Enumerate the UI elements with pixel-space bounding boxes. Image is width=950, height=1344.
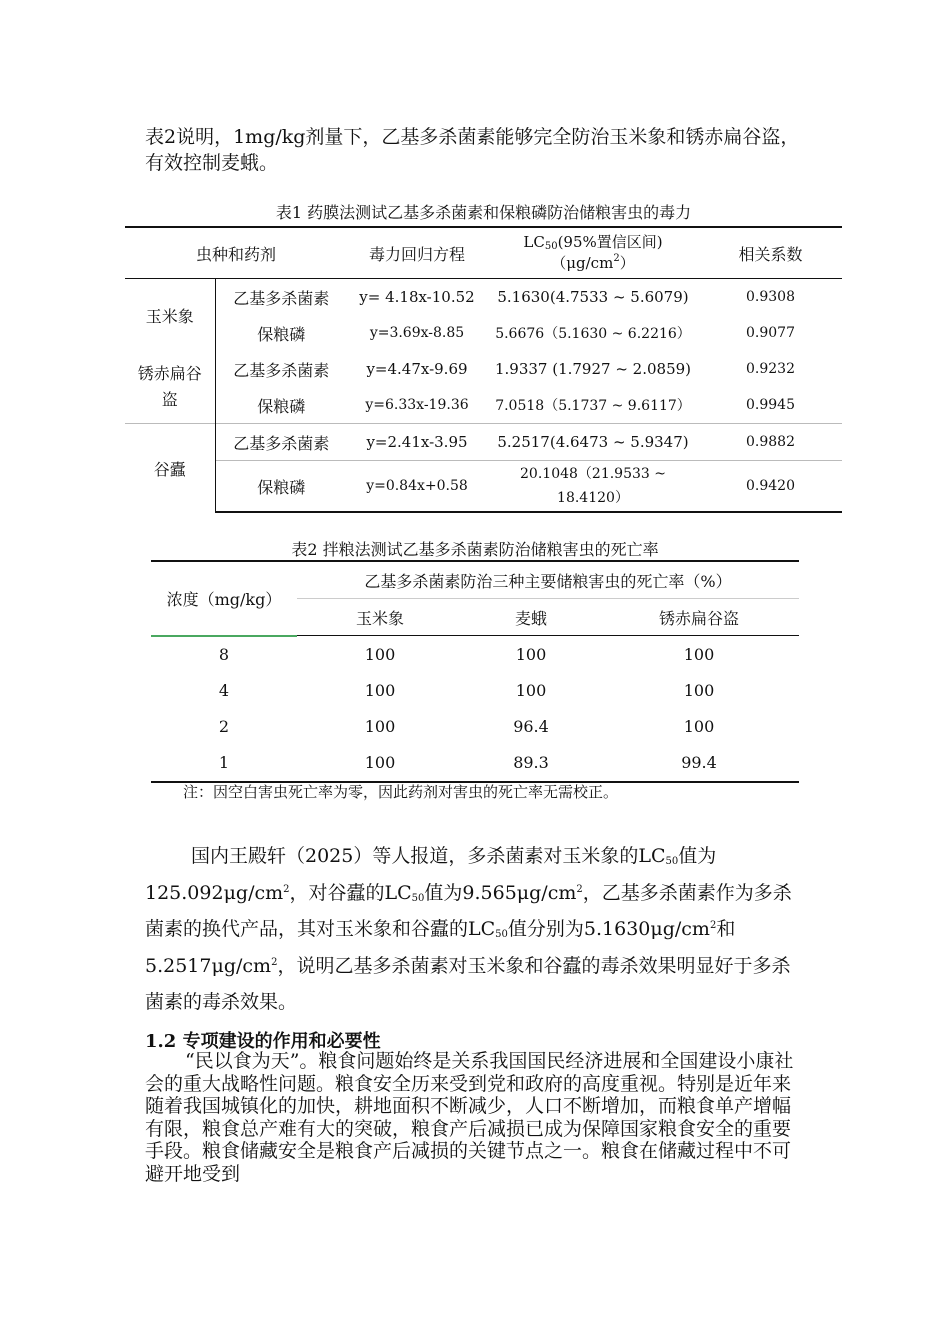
section-heading: 1.2 专项建设的作用和必要性 xyxy=(145,1031,381,1052)
intro-paragraph: 表2说明，1mg/kg剂量下，乙基多杀菌素能够完全防治玉米象和锈赤扁谷盗，有效控制麦蛾。 xyxy=(145,126,800,174)
table-row xyxy=(151,673,799,709)
table2-col-header: 锈赤扁谷盗 xyxy=(599,599,799,636)
value-cell: 100 xyxy=(297,745,463,782)
species-cell: 谷蠹 xyxy=(125,424,215,513)
concentration-cell: 4 xyxy=(218,681,230,700)
table-row xyxy=(125,387,842,424)
table1-header-correlation: 相关系数 xyxy=(699,227,842,279)
table-row xyxy=(151,745,799,782)
correlation-cell: 0.9077 xyxy=(746,325,795,341)
value-cell: 100 xyxy=(515,681,547,700)
correlation-cell: 0.9882 xyxy=(699,424,842,461)
value-cell: 100 xyxy=(683,681,715,700)
table1-header-species-drug: 虫种和药剂 xyxy=(125,227,347,279)
table2-col-header: 玉米象 xyxy=(297,599,463,636)
table2-col-header: 麦蛾 xyxy=(463,599,599,636)
equation-cell: y= 4.18x-10.52 xyxy=(359,288,475,306)
table-row xyxy=(125,351,842,387)
equation-cell: y=0.84x+0.58 xyxy=(347,461,487,513)
lc50-cell: 5.6676（5.1630 ~ 6.2216） xyxy=(495,326,691,342)
drug-cell: 保粮磷 xyxy=(257,324,306,344)
value-cell: 99.4 xyxy=(599,745,799,782)
table-row xyxy=(125,279,842,316)
value-cell: 100 xyxy=(683,644,715,664)
lc50-comparison-paragraph: 国内王殿轩（2025）等人报道，多杀菌素对玉米象的$LC_{50}$值为$125.092\mu g/cm^2$，对谷蠹的$LC_{50}$值为$9.565\mu g/cm^2$，乙基多杀菌素作为多杀菌素的换代产品，其对玉米象和谷蠹的$LC_{50}$值分别为$5.1630\mu g/cm^2$和$5.2517\mu g/cm^2$，说明乙基多杀菌素对玉米象和谷蠹的毒杀效果明显好于多杀菌素的毒杀效果。 xyxy=(145,845,792,1013)
concentration-cell: 8 xyxy=(218,645,230,664)
table2-header-row xyxy=(151,561,799,599)
concentration-cell: 2 xyxy=(218,717,230,736)
table2-note: 注：因空白害虫死亡率为零，因此药剂对害虫的死亡率无需校正。 xyxy=(183,783,619,801)
lc50-cell: 7.0518（5.1737 ~ 9.6117） xyxy=(495,398,691,414)
drug-cell: 乙基多杀菌素 xyxy=(233,360,330,380)
lc50-cell: 20.1048（21.9533 ~ 18.4120） xyxy=(487,461,699,513)
correlation-cell: 0.9232 xyxy=(746,361,795,377)
lc50-cell: 5.1630(4.7533 ~ 5.6079) xyxy=(497,288,689,306)
value-cell: 89.3 xyxy=(463,745,599,782)
table-row xyxy=(151,709,799,745)
value-cell: 96.4 xyxy=(513,717,549,736)
equation-cell: y=6.33x-19.36 xyxy=(365,397,469,413)
value-cell: 100 xyxy=(515,644,547,664)
table1-toxicity xyxy=(125,226,842,513)
table2-header-mortality: 乙基多杀菌素防治三种主要储粮害虫的死亡率（%） xyxy=(297,561,799,599)
table-row xyxy=(125,315,842,351)
species-cell: 玉米象 xyxy=(125,279,215,352)
value-cell: 100 xyxy=(364,644,396,664)
correlation-cell: 0.9945 xyxy=(746,397,795,413)
correlation-cell: 0.9420 xyxy=(699,461,842,513)
table2-mortality xyxy=(151,560,799,783)
section-paragraph: “民以食为天”。粮食问题始终是关系我国国民经济进展和全国建设小康社会的重大战略性问题。粮食安全历来受到党和政府的高度重视。特别是近年来随着我国城镇化的加快，耕地面积不断减少，人口不断增加，而粮食单产增幅有限，粮食总产难有大的突破，粮食产后减损已成为保障国家粮食安全的重要手段。粮食储藏安全是粮食产后减损的关键节点之一。粮食在储藏过程中不可避开地受到 xyxy=(145,1050,794,1185)
equation-cell: y=4.47x-9.69 xyxy=(366,360,468,378)
table1-header-row xyxy=(125,227,842,279)
table1-header-equation: 毒力回归方程 xyxy=(347,227,487,279)
table-row xyxy=(125,424,842,461)
value-cell: 100 xyxy=(364,681,396,700)
value-cell: 100 xyxy=(683,717,715,736)
drug-cell: 乙基多杀菌素 xyxy=(215,424,347,461)
drug-cell: 保粮磷 xyxy=(215,461,347,513)
drug-cell: 乙基多杀菌素 xyxy=(233,288,330,308)
drug-cell: 保粮磷 xyxy=(257,396,306,416)
concentration-cell: 1 xyxy=(151,745,297,782)
table1-caption: 表1 药膜法测试乙基多杀菌素和保粮磷防治储粮害虫的毒力 xyxy=(275,203,692,222)
table-row xyxy=(151,636,799,673)
correlation-cell: 0.9308 xyxy=(746,289,795,305)
table2-caption: 表2 拌粮法测试乙基多杀菌素防治储粮害虫的死亡率 xyxy=(291,540,659,559)
value-cell: 100 xyxy=(364,717,396,736)
lc50-cell: 5.2517(4.6473 ~ 5.9347) xyxy=(487,424,699,461)
table-row xyxy=(125,461,842,513)
table1-header-lc50: $LC_{50}(95\%$置信区间) $(\mu g/cm^2)$ xyxy=(487,227,699,279)
equation-cell: y=3.69x-8.85 xyxy=(369,325,465,341)
table2-header-concentration: 浓度（mg/kg） xyxy=(151,561,297,636)
lc50-cell: 1.9337 (1.7927 ~ 2.0859) xyxy=(494,360,692,378)
equation-cell: y=2.41x-3.95 xyxy=(347,424,487,461)
species-cell: 锈赤扁谷盗 xyxy=(125,351,215,424)
